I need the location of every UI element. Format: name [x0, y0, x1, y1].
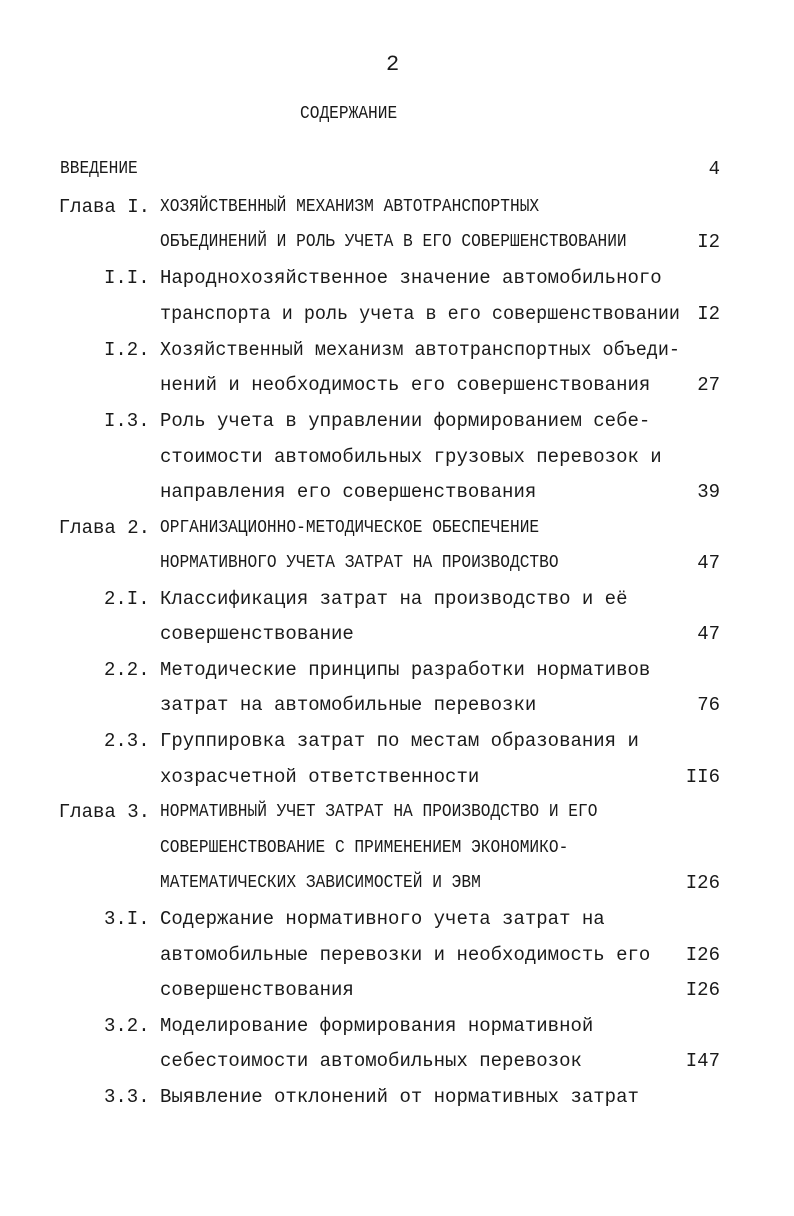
chapter-3-title-line1: НОРМАТИВНЫЙ УЧЕТ ЗАТРАТ НА ПРОИЗВОДСТВО И ЕГО: [160, 802, 598, 822]
chapter-3-label: Глава 3.: [58, 801, 150, 823]
chapter-2-title-line2: НОРМАТИВНОГО УЧЕТА ЗАТРАТ НА ПРОИЗВОДСТВО: [160, 553, 559, 573]
section-2-1-number: 2.I.: [104, 588, 150, 610]
chapter-1-title-line1: ХОЗЯЙСТВЕННЫЙ МЕХАНИЗМ АВТОТРАНСПОРТНЫХ: [160, 197, 540, 217]
section-1-2-line1: Хозяйственный механизм автотранспортных объеди-: [160, 339, 680, 361]
section-2-3-page: II6: [685, 766, 720, 788]
section-2-1-page: 47: [697, 623, 720, 645]
section-2-2-page: 76: [697, 694, 720, 716]
toc-intro-page: 4: [708, 158, 720, 180]
chapter-2-title-line1: ОРГАНИЗАЦИОННО-МЕТОДИЧЕСКОЕ ОБЕСПЕЧЕНИЕ: [160, 518, 540, 538]
chapter-3-title-line2: СОВЕРШЕНСТВОВАНИЕ С ПРИМЕНЕНИЕМ ЭКОНОМИКО-: [160, 838, 569, 858]
section-1-1-line2: транспорта и роль учета в его совершенствовании: [160, 303, 680, 325]
chapter-1-label: Глава I.: [58, 196, 150, 218]
section-2-2-line1: Методические принципы разработки нормативов: [160, 659, 651, 681]
section-3-3-line1: Выявление отклонений от нормативных затрат: [160, 1086, 639, 1108]
section-1-2-line2: нений и необходимость его совершенствования: [160, 374, 651, 396]
section-1-2-number: I.2.: [104, 339, 150, 361]
section-3-3-number: 3.3.: [104, 1086, 150, 1108]
section-2-2-number: 2.2.: [104, 659, 150, 681]
section-1-3-line3: направления его совершенствования: [160, 481, 537, 503]
section-3-1-number: 3.I.: [104, 908, 150, 930]
section-3-1-line2: автомобильные перевозки и необходимость его: [160, 944, 651, 966]
section-2-1-line2: совершенствование: [160, 623, 354, 645]
section-3-1-page-b: I26: [685, 979, 720, 1001]
section-1-1-line1: Народнохозяйственное значение автомобильного: [160, 267, 662, 289]
toc-title: СОДЕРЖАНИЕ: [300, 104, 398, 124]
chapter-3-title-line3: МАТЕМАТИЧЕСКИХ ЗАВИСИМОСТЕЙ И ЭВМ: [160, 873, 481, 893]
chapter-2-label: Глава 2.: [58, 517, 150, 539]
section-2-3-line2: хозрасчетной ответственности: [160, 766, 480, 788]
section-3-2-page: I47: [685, 1050, 720, 1072]
section-1-3-number: I.3.: [104, 410, 150, 432]
section-3-2-number: 3.2.: [104, 1015, 150, 1037]
section-2-1-line1: Классификация затрат на производство и её: [160, 588, 628, 610]
section-3-1-page-a: I26: [685, 944, 720, 966]
section-2-3-line1: Группировка затрат по местам образования и: [160, 730, 639, 752]
section-2-3-number: 2.3.: [104, 730, 150, 752]
section-1-3-line2: стоимости автомобильных грузовых перевозок и: [160, 446, 662, 468]
section-1-1-number: I.I.: [104, 267, 150, 289]
toc-intro-text: ВВЕДЕНИЕ: [60, 159, 138, 179]
section-1-3-page: 39: [697, 481, 720, 503]
chapter-1-title-line2: ОБЪЕДИНЕНИЙ И РОЛЬ УЧЕТА В ЕГО СОВЕРШЕНСТВОВАНИИ: [160, 232, 627, 252]
chapter-3-page: I26: [685, 872, 720, 894]
page-number: 2: [386, 52, 400, 77]
section-2-2-line2: затрат на автомобильные перевозки: [160, 694, 537, 716]
section-3-2-line2: себестоимости автомобильных перевозок: [160, 1050, 582, 1072]
section-3-2-line1: Моделирование формирования нормативной: [160, 1015, 594, 1037]
section-1-2-page: 27: [697, 374, 720, 396]
section-1-1-page: I2: [697, 303, 720, 325]
section-3-1-line3: совершенствования: [160, 979, 354, 1001]
section-3-1-line1: Содержание нормативного учета затрат на: [160, 908, 605, 930]
section-1-3-line1: Роль учета в управлении формированием себе-: [160, 410, 651, 432]
chapter-1-page: I2: [697, 231, 720, 253]
chapter-2-page: 47: [697, 552, 720, 574]
